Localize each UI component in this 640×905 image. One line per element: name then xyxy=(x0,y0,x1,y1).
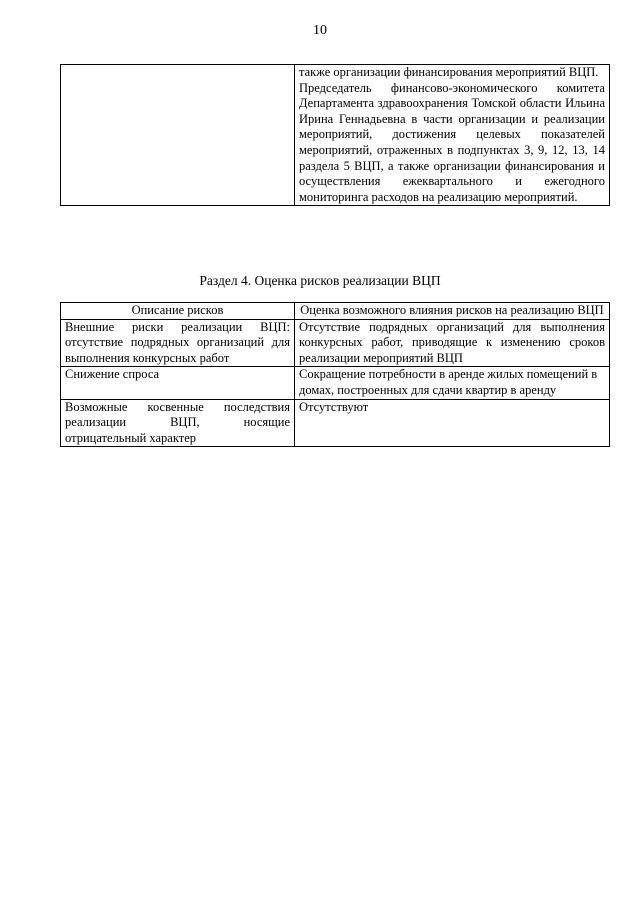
responsibility-table xyxy=(60,64,610,206)
risk-description: Снижение спроса xyxy=(61,367,295,399)
risk-impact: Сокращение потребности в аренде жилых помещений в домах, построенных для сдачи квартир в аренду xyxy=(295,367,610,399)
risk-impact: Отсутствие подрядных организаций для выполнения конкурсных работ, приводящие к изменению сроков реализации мероприятий ВЦП xyxy=(295,319,610,367)
risk-table xyxy=(60,302,610,447)
table-row xyxy=(61,319,610,367)
section-title: Раздел 4. Оценка рисков реализации ВЦП xyxy=(199,273,441,288)
responsibility-paragraph: также организации финансирования мероприятий ВЦП. xyxy=(299,65,599,79)
risk-description: Внешние риски реализации ВЦП: отсутствие подрядных организаций для выполнения конкурсных работ xyxy=(61,319,295,367)
risk-impact: Отсутствуют xyxy=(295,399,610,447)
column-header-description: Описание рисков xyxy=(61,303,295,320)
table-row xyxy=(61,399,610,447)
table-cell-responsibility xyxy=(295,65,610,206)
page-number: 10 xyxy=(313,23,327,38)
risk-description: Возможные косвенные последствия реализации ВЦП, носящие отрицательный характер xyxy=(61,399,295,447)
table-cell-empty xyxy=(61,65,295,206)
table-row xyxy=(61,65,610,206)
table-header-row xyxy=(61,303,610,320)
responsibility-paragraph: Председатель финансово-экономического комитета Департамента здравоохранения Томской области Ильина Ирина Геннадьевна в части организации и реализации мероприятий, достижения целевых показателей мероприятий, отраженных в подпунктах 3, 9, 12, 13, 14 раздела 5 ВЦП, а также организации финансирования и осуществления ежеквартального и ежегодного мониторинга расходов на реализацию мероприятий. xyxy=(299,80,605,204)
column-header-impact: Оценка возможного влияния рисков на реализацию ВЦП xyxy=(295,303,610,320)
table-row xyxy=(61,367,610,399)
